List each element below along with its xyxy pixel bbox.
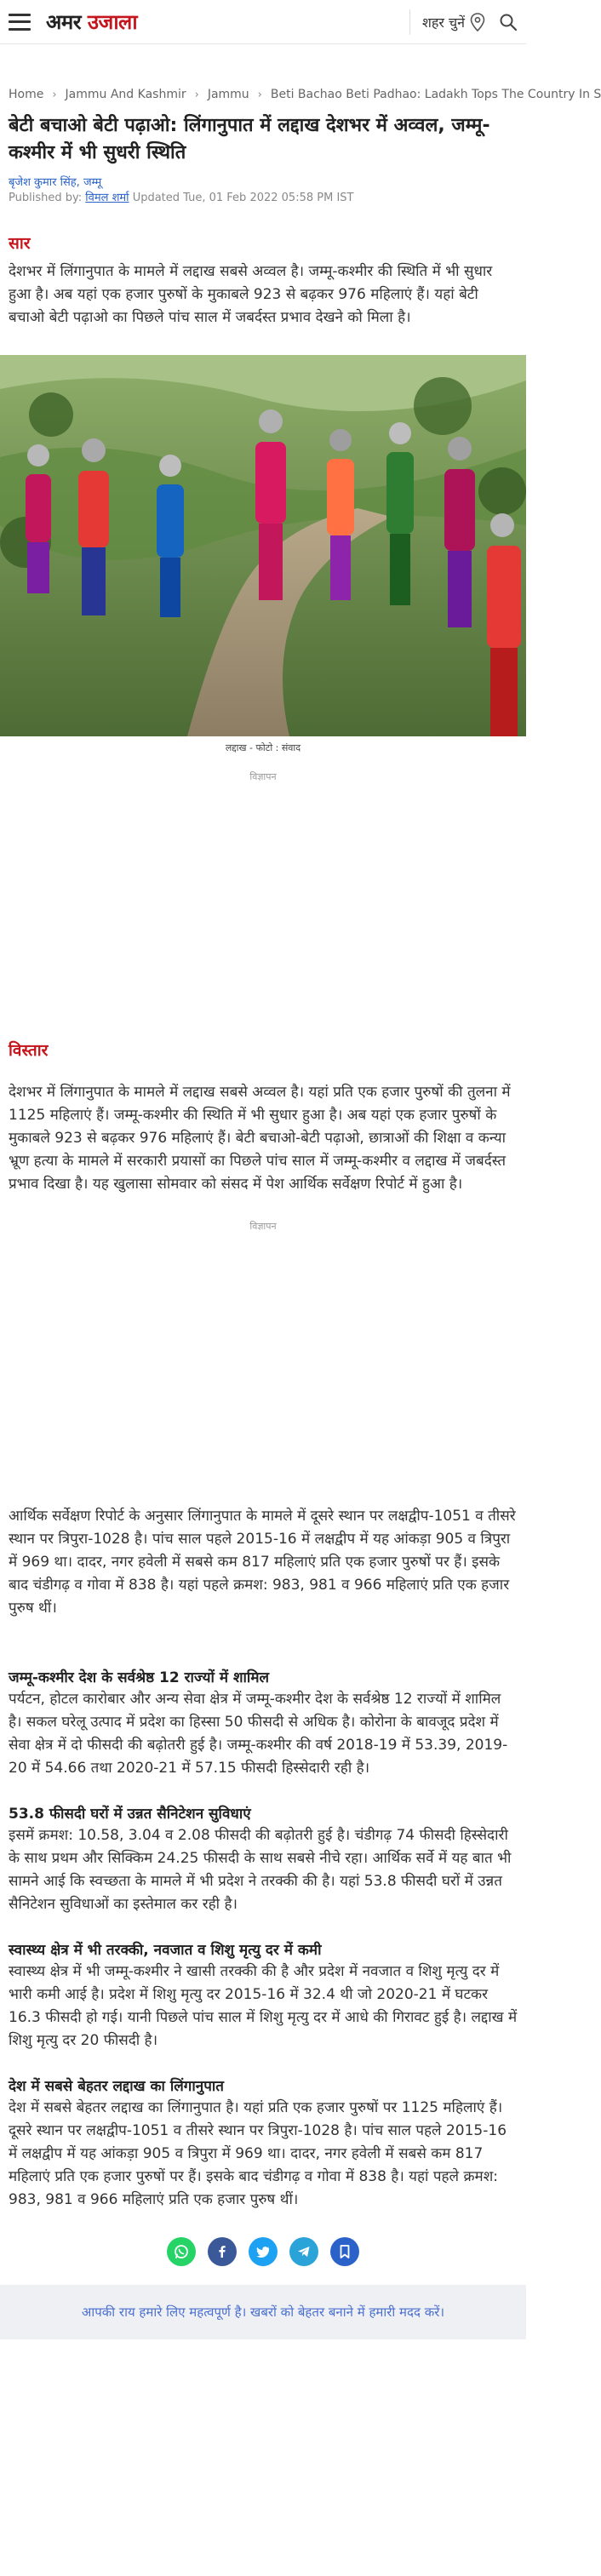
- telegram-icon: [295, 2243, 312, 2260]
- ad-label: विज्ञापन: [249, 1221, 277, 1232]
- ad-label: विज्ञापन: [249, 771, 277, 782]
- article-headline: बेटी बचाओ बेटी पढ़ाओ: लिंगानुपात में लद्दाख देशभर में अव्वल, जम्मू-कश्मीर में भी सुधरी स्थिति: [9, 115, 490, 163]
- telegram-share-button[interactable]: [289, 2237, 318, 2266]
- hero-illustration: [0, 355, 526, 736]
- logo-text-main: अमर: [46, 9, 82, 34]
- search-icon[interactable]: [499, 13, 518, 31]
- breadcrumb: [0, 85, 601, 104]
- section-heading: स्वास्थ्य क्षेत्र में भी तरक्की, नवजात व शिशु मृत्यु दर में कमी: [9, 1942, 322, 1959]
- section-heading: 53.8 फीसदी घरों में उन्नत सैनिटेशन सुविधाएं: [9, 1806, 251, 1823]
- bookmark-icon: [336, 2243, 353, 2260]
- menu-icon-bar: [9, 20, 31, 23]
- section-text: स्वास्थ्य क्षेत्र में भी जम्मू-कश्मीर ने खासी तरक्की की है और प्रदेश में नवजात व शिशु मृत्यु दर में भारी कमी आई है। प्रदेश में शिशु मृत्यु दर 2015-16 में 32.4 थी जो 2020-21 में घटकर 16.3 फीसदी हो गई। यानी पिछले पांच साल में शिशु मृत्यु दर में आधे की गिरावट हुई है। लद्दाख में शिशु मृत्यु दर 20 फीसदी है।: [9, 1963, 518, 2049]
- twitter-share-button[interactable]: [249, 2237, 278, 2266]
- author-link[interactable]: बृजेश कुमार सिंह, जम्मू: [9, 176, 102, 189]
- section-text: इसमें क्रमश: 10.58, 3.04 व 2.08 फीसदी की बढ़ोतरी हुई है। चंडीगढ़ 74 फीसदी हिस्सेदारी के साथ प्रथम और सिक्किम 24.25 फीसदी के साथ सबसे नीचे रहा। आर्थिक सर्वे में यह बात भी सामने आई कि स्वच्छता के मामले में भी प्रदेश ने तरक्की की है। यहां 53.8 फीसदी घरों में उन्नत सैनिटेशन सुविधाओं का इस्तेमाल कर रही है।: [9, 1827, 512, 1913]
- editor-link[interactable]: विमल शर्मा: [85, 192, 129, 204]
- header-actions: [409, 9, 518, 35]
- menu-icon-bar: [9, 14, 31, 16]
- image-caption: लद्दाख - फोटो : संवाद: [225, 742, 301, 753]
- article-byline: [0, 175, 526, 206]
- menu-icon[interactable]: [9, 14, 31, 31]
- breadcrumb-current: Beti Bachao Beti Padhao: Ladakh Tops The Country In S: [270, 88, 601, 101]
- article-paragraph: आर्थिक सर्वेक्षण रिपोर्ट के अनुसार लिंगानुपात के मामले में दूसरे स्थान पर लक्षद्वीप-1051 व तीसरे स्थान पर त्रिपुरा-1028 है। पांच साल पहले 2015-16 में लक्षद्वीप में यह आंकड़ा 905 व त्रिपुरा में 969 था। दादर, नगर हवेली में सबसे कम 817 महिलाएं प्रति एक हजार पुरुषों पर हैं। इसके बाद चंडीगढ़ व गोवा में 838 है। यहां पहले क्रमश: 983, 981 व 966 महिलाएं प्रति एक हजार पुरुष थीं।: [9, 1508, 516, 1617]
- publish-info: [9, 191, 518, 206]
- feedback-banner[interactable]: [0, 2285, 526, 2339]
- city-select-button[interactable]: [409, 9, 485, 35]
- detail-title: विस्तार: [9, 1041, 49, 1060]
- facebook-share-button[interactable]: [208, 2237, 237, 2266]
- detail-text: देशभर में लिंगानुपात के मामले में लद्दाख सबसे अव्वल है। यहां प्रति एक हजार पुरुषों की तुलना में 1125 महिलाएं हैं। जम्मू-कश्मीर की स्थिति में भी सुधार हुआ है। अब यहां एक हजार पुरुषों के मुकाबले 923 से बढ़कर 976 महिलाएं हैं। बेटी बचाओ-बेटी पढ़ाओ, छात्राओं की शिक्षा व कन्या भ्रूण हत्या के मामले में सरकारी प्रयासों का पिछले पांच साल में जम्मू-कश्मीर व लद्दाख में जबर्दस्त प्रभाव दिखा है। यह खुलासा सोमवार को संसद में पेश आर्थिक सर्वेक्षण रिपोर्ट में हुआ है।: [9, 1084, 511, 1193]
- twitter-icon: [255, 2243, 272, 2260]
- breadcrumb-separator: ›: [52, 88, 57, 101]
- city-select-label: शहर चुनें: [421, 14, 465, 31]
- breadcrumb-city[interactable]: Jammu: [207, 88, 249, 101]
- published-by-label: Published by:: [9, 192, 83, 204]
- breadcrumb-home[interactable]: Home: [9, 88, 44, 101]
- ad-slot: [0, 1233, 526, 1505]
- summary-title: सार: [9, 234, 31, 253]
- section-heading: देश में सबसे बेहतर लद्दाख का लिंगानुपात: [9, 2078, 224, 2095]
- section-text: पर्यटन, होटल कारोबार और अन्य सेवा क्षेत्र में जम्मू-कश्मीर देश के सर्वश्रेष्ठ 12 राज्यों में शामिल है। सकल घरेलू उत्पाद में प्रदेश का हिस्सा 50 फीसदी से अधिक है। कोरोना के बावजूद प्रदेश में सेवा क्षेत्र में दो फीसदी की बढ़ोतरी हुई है। जम्मू-कश्मीर की वर्ष 2018-19 में 53.39, 2019-20 में 54.66 तथा 2020-21 में 57.15 फीसदी हिस्सेदारी रही है।: [9, 1691, 508, 1777]
- section-text: देश में सबसे बेहतर लद्दाख का लिंगानुपात है। यहां प्रति एक हजार पुरुषों पर 1125 महिलाएं हैं। दूसरे स्थान पर लक्षद्वीप-1051 व तीसरे स्थान पर त्रिपुरा-1028 है। पांच साल पहले 2015-16 में लक्षद्वीप में यह आंकड़ा 905 व त्रिपुरा में 969 था। दादर, नगर हवेली में सबसे कम 817 महिलाएं प्रति एक हजार पुरुषों पर हैं। इसके बाद चंडीगढ़ व गोवा में 838 है। यहां पहले क्रमश: 983, 981 व 966 महिलाएं प्रति एक हजार पुरुष थीं।: [9, 2099, 507, 2208]
- share-bar: [0, 2237, 526, 2266]
- site-header: [0, 0, 526, 44]
- breadcrumb-state[interactable]: Jammu And Kashmir: [65, 88, 186, 101]
- summary-text: देशभर में लिंगानुपात के मामले में लद्दाख सबसे अव्वल है। जम्मू-कश्मीर की स्थिति में भी सुधार हुआ है। अब यहां एक हजार पुरुषों के मुकाबले 923 से बढ़कर 976 महिलाएं हैं। यहां बेटी बचाओ बेटी पढ़ाओ का पिछले पांच साल में जबर्दस्त प्रभाव देखने को मिला है।: [9, 263, 493, 326]
- updated-timestamp: Updated Tue, 01 Feb 2022 05:58 PM IST: [132, 192, 354, 204]
- feedback-text: आपकी राय हमारे लिए महत्वपूर्ण है। खबरों को बेहतर बनाने में हमारी मदद करें।: [81, 2304, 445, 2320]
- section-heading: जम्मू-कश्मीर देश के सर्वश्रेष्ठ 12 राज्यों में शामिल: [9, 1669, 270, 1686]
- breadcrumb-separator: ›: [194, 88, 199, 101]
- menu-icon-bar: [9, 28, 31, 31]
- bookmark-button[interactable]: [330, 2237, 359, 2266]
- facebook-icon: [214, 2243, 231, 2260]
- ad-slot: [0, 783, 526, 1039]
- whatsapp-share-button[interactable]: [167, 2237, 196, 2266]
- whatsapp-icon: [173, 2243, 190, 2260]
- breadcrumb-separator: ›: [257, 88, 262, 101]
- logo-text-second: उजाला: [87, 9, 138, 34]
- article-hero-image: [0, 355, 526, 736]
- site-logo[interactable]: [46, 8, 137, 36]
- location-pin-icon: [470, 13, 485, 31]
